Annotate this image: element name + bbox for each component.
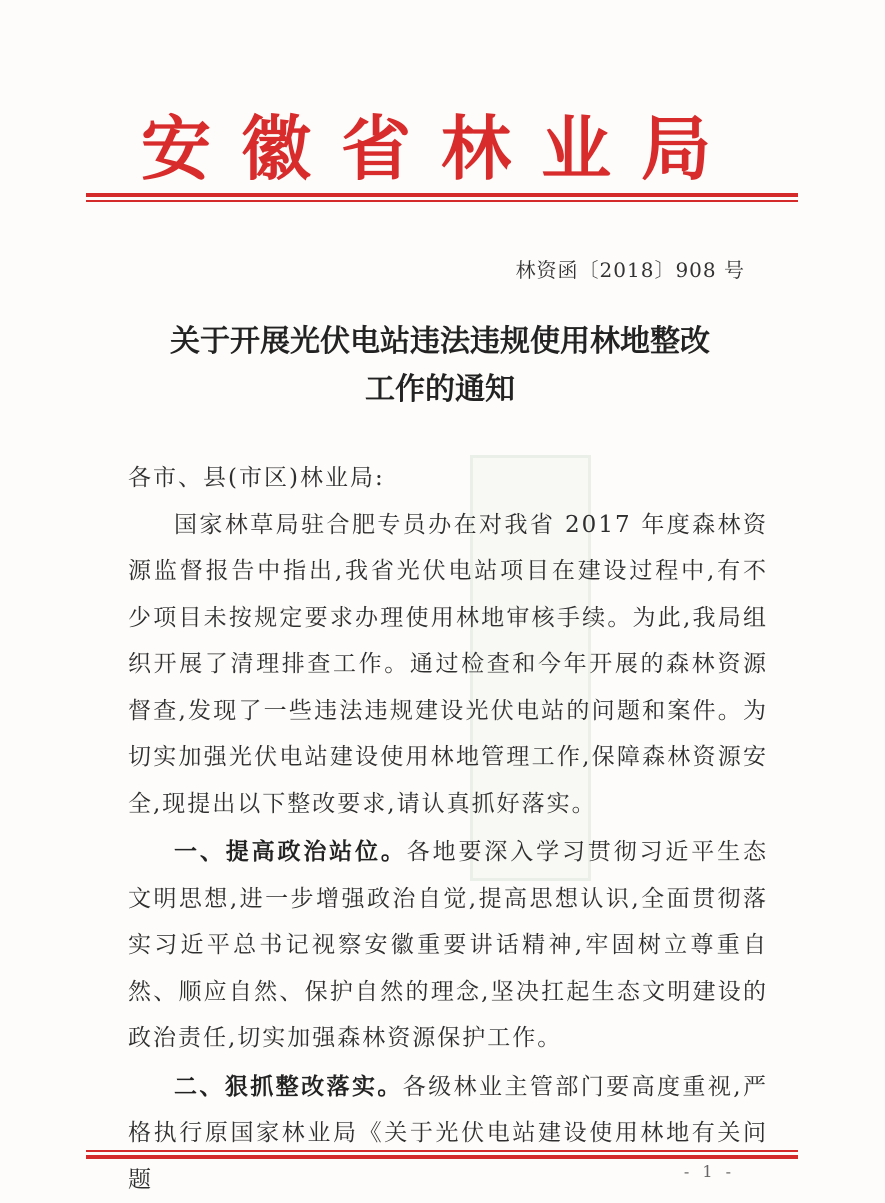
document-number: 林资函〔2018〕908 号 xyxy=(516,254,745,283)
salutation: 各市、县(市区)林业局: xyxy=(128,455,768,502)
paragraph-section-2 xyxy=(128,1064,768,1203)
footer-red-rule-thin xyxy=(86,1150,798,1152)
header-red-rule-thick xyxy=(86,193,798,197)
document-title-line-1: 关于开展光伏电站违法违规使用林地整改 xyxy=(100,318,780,366)
document-title xyxy=(100,318,780,414)
organization-header: 安徽省林业局 xyxy=(86,104,796,194)
section-1-heading: 一、提高政治站位。 xyxy=(174,839,407,865)
section-1-text: 各地要深入学习贯彻习近平生态文明思想,进一步增强政治自觉,提高思想认识,全面贯彻落实习近平总书记视察安徽重要讲话精神,牢固树立尊重自然、顺应自然、保护自然的理念,坚决扛起生态文明建设的政治责任,切实加强森林资源保护工作。 xyxy=(128,839,768,1051)
paragraph-intro-text: 国家林草局驻合肥专员办在对我省 2017 年度森林资源监督报告中指出,我省光伏电站项目在建设过程中,有不少项目未按规定要求办理使用林地审核手续。为此,我局组织开展了清理排查工作。通过检查和今年开展的森林资源督查,发现了一些违法违规建设光伏电站的问题和案件。为切实加强光伏电站建设使用林地管理工作,保障森林资源安全,现提出以下整改要求,请认真抓好落实。 xyxy=(128,512,768,817)
document-title-line-2: 工作的通知 xyxy=(100,366,780,414)
document-body xyxy=(128,455,768,1203)
page-number: - 1 - xyxy=(684,1162,735,1181)
section-2-text: 各级林业主管部门要高度重视,严格执行原国家林业局《关于光伏电站建设使用林地有关问题 xyxy=(128,1074,768,1193)
paragraph-intro xyxy=(128,502,768,828)
paragraph-section-1 xyxy=(128,829,768,1062)
footer-red-rule-thick xyxy=(86,1155,798,1159)
section-2-heading: 二、狠抓整改落实。 xyxy=(174,1074,403,1100)
header-red-rule-thin xyxy=(86,200,798,202)
